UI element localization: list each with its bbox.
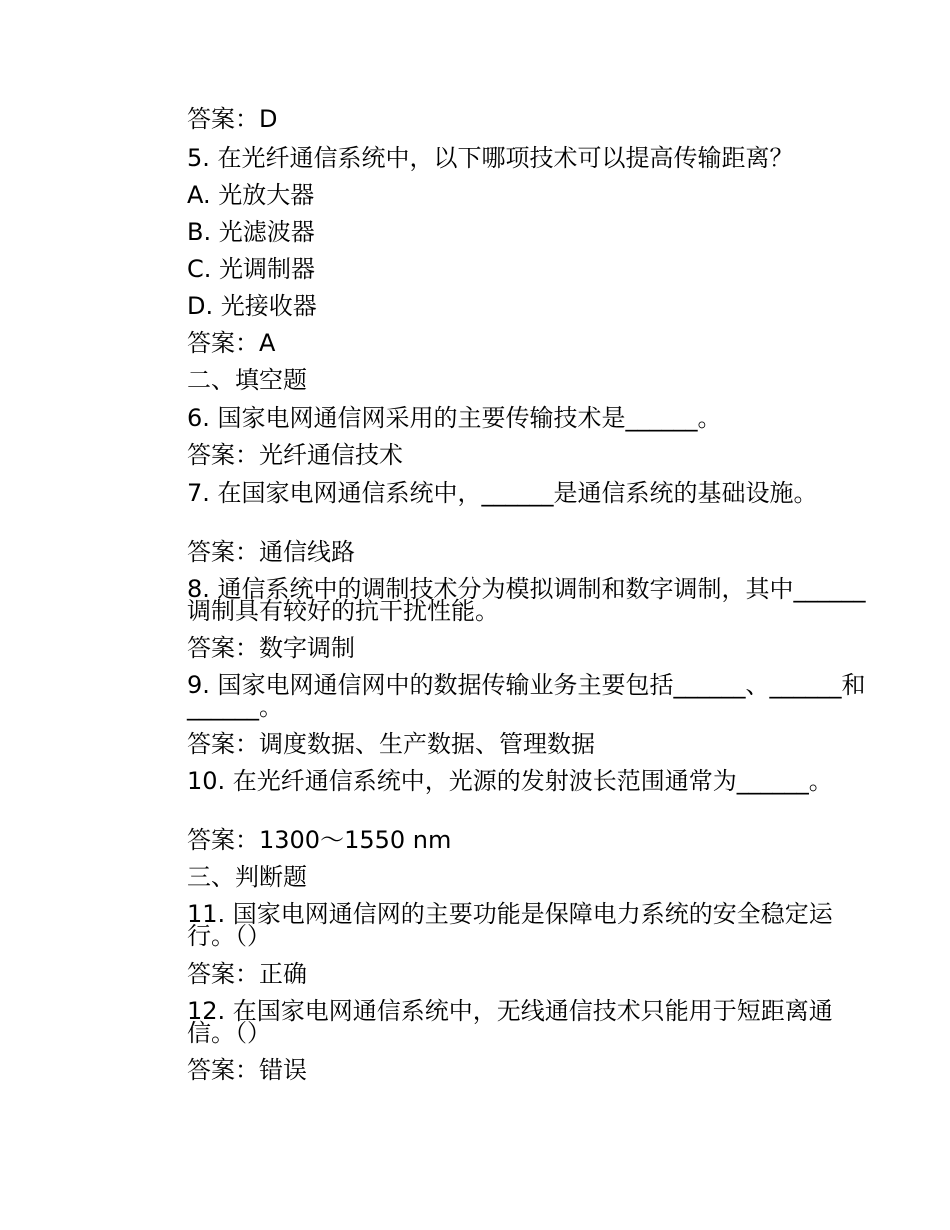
answer-7: 答案：通信线路 [187, 538, 355, 566]
section-true-false-heading: 三、判断题 [187, 863, 307, 891]
answer-9: 答案：调度数据、生产数据、管理数据 [187, 730, 595, 758]
question-11: 11. 国家电网通信网的主要功能是保障电力系统的安全稳定运行。（） [187, 900, 833, 950]
answer-8: 答案：数字调制 [187, 634, 355, 662]
question-6: 6. 国家电网通信网采用的主要传输技术是______。 [187, 404, 722, 432]
answer-4: 答案：D [187, 105, 278, 133]
section-fill-in-heading: 二、填空题 [187, 366, 307, 394]
option-b: B. 光滤波器 [187, 218, 315, 246]
question-10: 10. 在光纤通信系统中，光源的发射波长范围通常为______。 [187, 767, 833, 795]
question-12: 12. 在国家电网通信系统中，无线通信技术只能用于短距离通信。（） [187, 997, 833, 1047]
option-c: C. 光调制器 [187, 255, 316, 283]
answer-12: 答案：错误 [187, 1056, 307, 1084]
question-5: 5. 在光纤通信系统中，以下哪项技术可以提高传输距离？ [187, 144, 794, 172]
option-d: D. 光接收器 [187, 292, 317, 320]
option-a: A. 光放大器 [187, 181, 315, 209]
answer-11: 答案：正确 [187, 960, 307, 988]
question-7: 7. 在国家电网通信系统中，______是通信系统的基础设施。 [187, 479, 818, 507]
question-8: 8. 通信系统中的调制技术分为模拟调制和数字调制，其中______调制具有较好的抗干扰性能。 [187, 575, 866, 625]
question-9: 9. 国家电网通信网中的数据传输业务主要包括______、______和______。 [187, 671, 866, 721]
answer-5: 答案：A [187, 329, 276, 357]
answer-6: 答案：光纤通信技术 [187, 441, 403, 469]
answer-10: 答案：1300～1550 nm [187, 826, 452, 854]
